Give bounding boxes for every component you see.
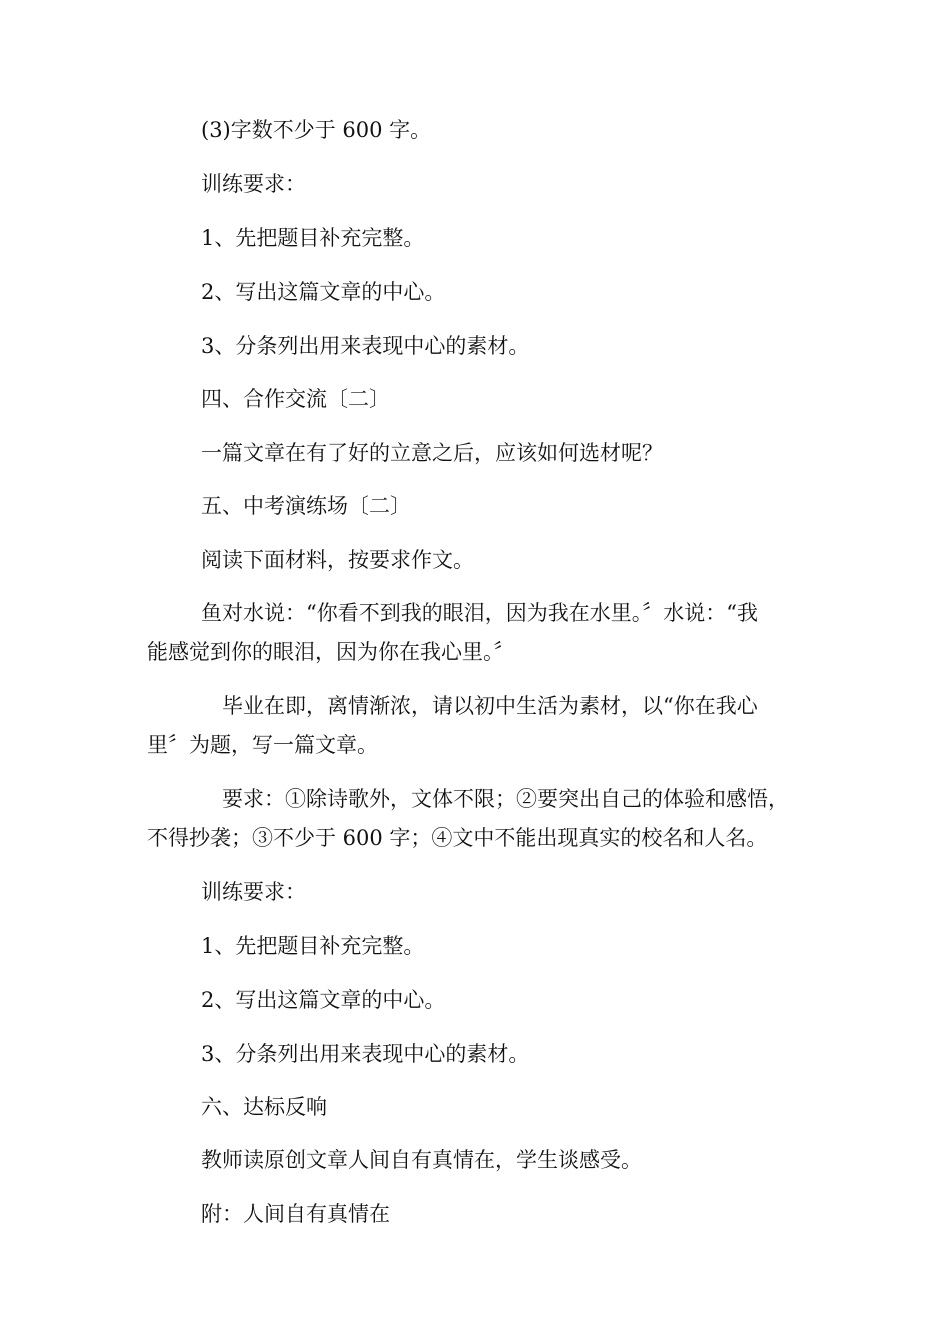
training-requirements-heading-2: 训练要求： <box>201 880 306 904</box>
section-heading-4: 四、合作交流〔二〕 <box>201 387 390 411</box>
paragraph-fish-water-line-2: 能感觉到你的眼泪，因为你在我心里。〞 <box>147 640 515 664</box>
paragraph-prompt-line-2: 里〞为题，写一篇文章。 <box>147 733 378 757</box>
appendix-title: 附：人间自有真情在 <box>201 1202 390 1226</box>
section-heading-6: 六、达标反响 <box>201 1095 327 1119</box>
paragraph-requirements-line-2: 不得抄袭；③不少于 600 字；④文中不能出现真实的校名和人名。 <box>147 826 768 850</box>
paragraph-instruction: 阅读下面材料，按要求作文。 <box>201 548 474 572</box>
training-item-2b: 2、写出这篇文章的中心。 <box>201 988 446 1012</box>
paragraph-teacher-reading: 教师读原创文章人间自有真情在，学生谈感受。 <box>201 1148 642 1172</box>
paragraph-requirements-line-1: 要求：①除诗歌外，文体不限；②要突出自己的体验和感悟， <box>222 787 789 811</box>
paragraph-fish-water-line-1: 鱼对水说：“你看不到我的眼泪，因为我在水里。〞水说：“我 <box>201 601 758 625</box>
training-item-1: 1、先把题目补充完整。 <box>201 226 425 250</box>
training-item-3b: 3、分条列出用来表现中心的素材。 <box>201 1042 530 1066</box>
paragraph-question: 一篇文章在有了好的立意之后，应该如何选材呢？ <box>201 441 663 465</box>
paragraph-prompt-line-1: 毕业在即，离情渐浓，请以初中生活为素材，以“你在我心 <box>222 694 758 718</box>
section-heading-5: 五、中考演练场〔二〕 <box>201 494 411 518</box>
training-item-2: 2、写出这篇文章的中心。 <box>201 280 446 304</box>
training-requirements-heading: 训练要求： <box>201 172 306 196</box>
requirement-word-count: (3)字数不少于 600 字。 <box>201 118 432 142</box>
training-item-1b: 1、先把题目补充完整。 <box>201 934 425 958</box>
training-item-3: 3、分条列出用来表现中心的素材。 <box>201 334 530 358</box>
